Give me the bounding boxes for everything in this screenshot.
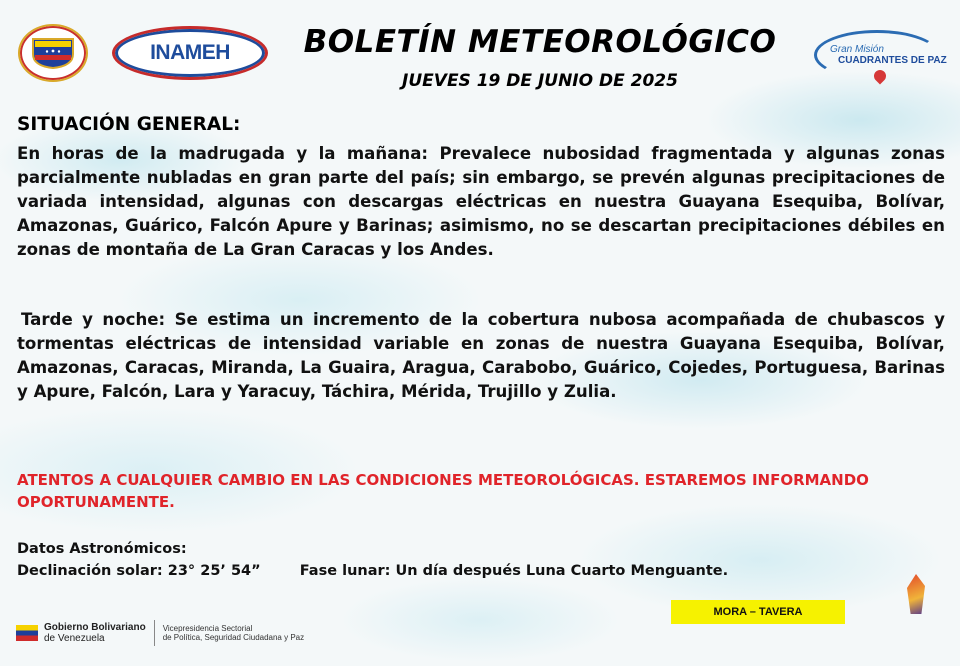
venezuela-flag-icon xyxy=(16,625,38,641)
gov-line2: de Venezuela xyxy=(44,633,105,644)
astro-title: Datos Astronómicos: xyxy=(17,541,187,557)
morning-forecast: En horas de la madrugada y la mañana: Prevalece nubosidad fragmentada y algunas zonas parcialmente nubladas en gran parte del país; sin embargo, se prevén algunas precipitaciones de variada intensidad, algunas con descargas eléctricas en nuestra Guayana Esequiba, Bolívar, Amazonas, Guárico, Falcón Apure y Barinas; asimismo, no se descartan precipitaciones débiles en zonas de montaña de La Gran Caracas y los Andes. xyxy=(17,144,945,259)
gov-line1: Gobierno Bolivariano xyxy=(44,622,146,633)
alert-notice: ATENTOS A CUALQUIER CAMBIO EN LAS CONDICIONES METEOROLÓGICAS. ESTAREMOS INFORMANDO OPORTUNAMENTE. xyxy=(17,471,869,511)
vicepresidency-name xyxy=(163,624,304,643)
author-badge: MORA – TAVERA xyxy=(671,600,845,624)
gran-mision-logo xyxy=(808,26,952,82)
inameh-logo-text: INAMEH xyxy=(150,41,230,64)
government-name xyxy=(44,622,146,644)
government-footer xyxy=(16,618,304,648)
evening-forecast: Tarde y noche: Se estima un incremento de la cobertura nubosa acompañada de chubascos y tormentas eléctricas de intensidad variable en zonas de nuestra Guayana Esequiba, Bolívar, Amazonas, Caracas, Miranda, La Guaira, Aragua, Carabobo, Guárico, Cojedes, Portuguesa, Barinas y Apure, Falcón, Lara y Yaracuy, Táchira, Mérida, Trujillo y Zulia. xyxy=(17,310,945,401)
section-heading: SITUACIÓN GENERAL: xyxy=(17,114,241,135)
flag-shield-icon xyxy=(30,36,76,70)
gran-mision-label: Gran Misión xyxy=(830,44,884,55)
bulletin-date: JUEVES 19 DE JUNIO DE 2025 xyxy=(402,71,678,91)
astro-data xyxy=(17,563,728,579)
venezuela-seal-logo xyxy=(18,24,88,82)
vice-line1: Vicepresidencia Sectorial xyxy=(162,623,253,633)
footer-divider xyxy=(154,620,155,646)
torch-icon xyxy=(907,574,925,614)
vice-line2: de Política, Seguridad Ciudadana y Paz xyxy=(162,633,305,642)
page-title: BOLETÍN METEOROLÓGICO xyxy=(303,24,777,60)
solar-declination: Declinación solar: 23° 25’ 54” xyxy=(17,563,261,579)
cuadrantes-label: CUADRANTES DE PAZ xyxy=(838,55,947,66)
inameh-logo xyxy=(112,26,268,80)
moon-phase: Fase lunar: Un día después Luna Cuarto Menguante. xyxy=(299,563,729,579)
anniversary-logo xyxy=(898,574,934,644)
